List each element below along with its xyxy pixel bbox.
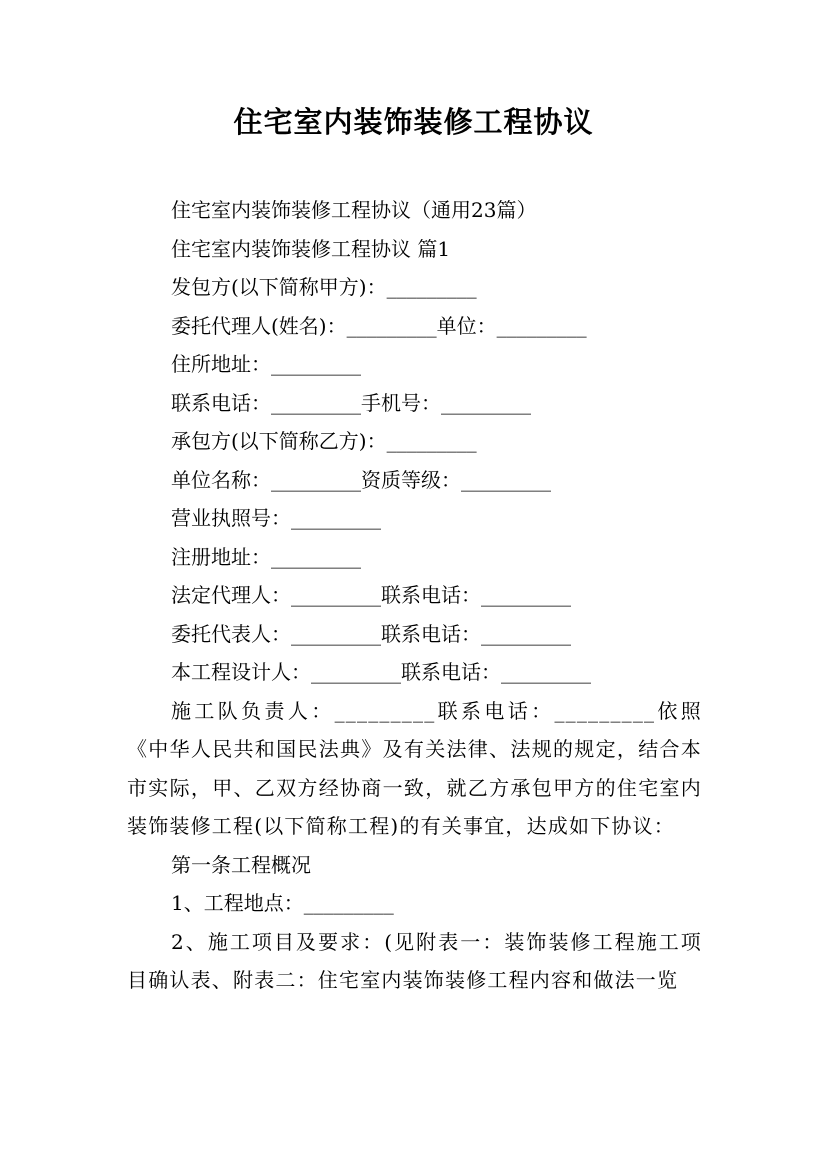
designer-line: 本工程设计人：_________联系电话：_________ — [171, 660, 591, 684]
document-body — [127, 191, 702, 1000]
party-b-line: 承包方(以下简称乙方)：_________ — [171, 429, 477, 453]
document-title: 住宅室内装饰装修工程协议 — [233, 105, 594, 139]
party-a-line: 发包方(以下简称甲方)：_________ — [171, 275, 477, 299]
part-heading: 住宅室内装饰装修工程协议 篇1 — [171, 236, 451, 261]
party-a-agent-line: 委托代理人(姓名)：_________单位：_________ — [171, 313, 587, 338]
legal-representative-line: 法定代理人：_________联系电话：_________ — [171, 583, 571, 607]
registered-address-line: 注册地址：_________ — [171, 544, 361, 569]
item-construction-requirements: 2、施工项目及要求：(见附表一：装饰装修工程施工项目确认表、附表二：住宅室内装饰装修工程内容和做法一览 — [127, 929, 702, 992]
section-heading: 第一条工程概况 — [171, 852, 311, 877]
main-agreement-paragraph: 施工队负责人：_________联系电话：_________依照《中华人民共和国民法典》及有关法律、法规的规定，结合本市实际，甲、乙双方经协商一致，就乙方承包甲方的住宅室内装饰装修工程(以下简称工程)的有关事宜，达成如下协议： — [127, 698, 702, 838]
business-license-line: 营业执照号：_________ — [171, 506, 381, 530]
party-a-phone-line: 联系电话：_________手机号：_________ — [171, 390, 531, 415]
subtitle-line: 住宅室内装饰装修工程协议（通用23篇） — [171, 198, 537, 222]
authorized-representative-line: 委托代表人：_________联系电话：_________ — [171, 621, 571, 646]
item-project-location: 1、工程地点：_________ — [171, 891, 394, 915]
party-a-address-line: 住所地址：_________ — [171, 352, 361, 376]
party-b-unit-line: 单位名称：_________资质等级：_________ — [171, 467, 551, 492]
